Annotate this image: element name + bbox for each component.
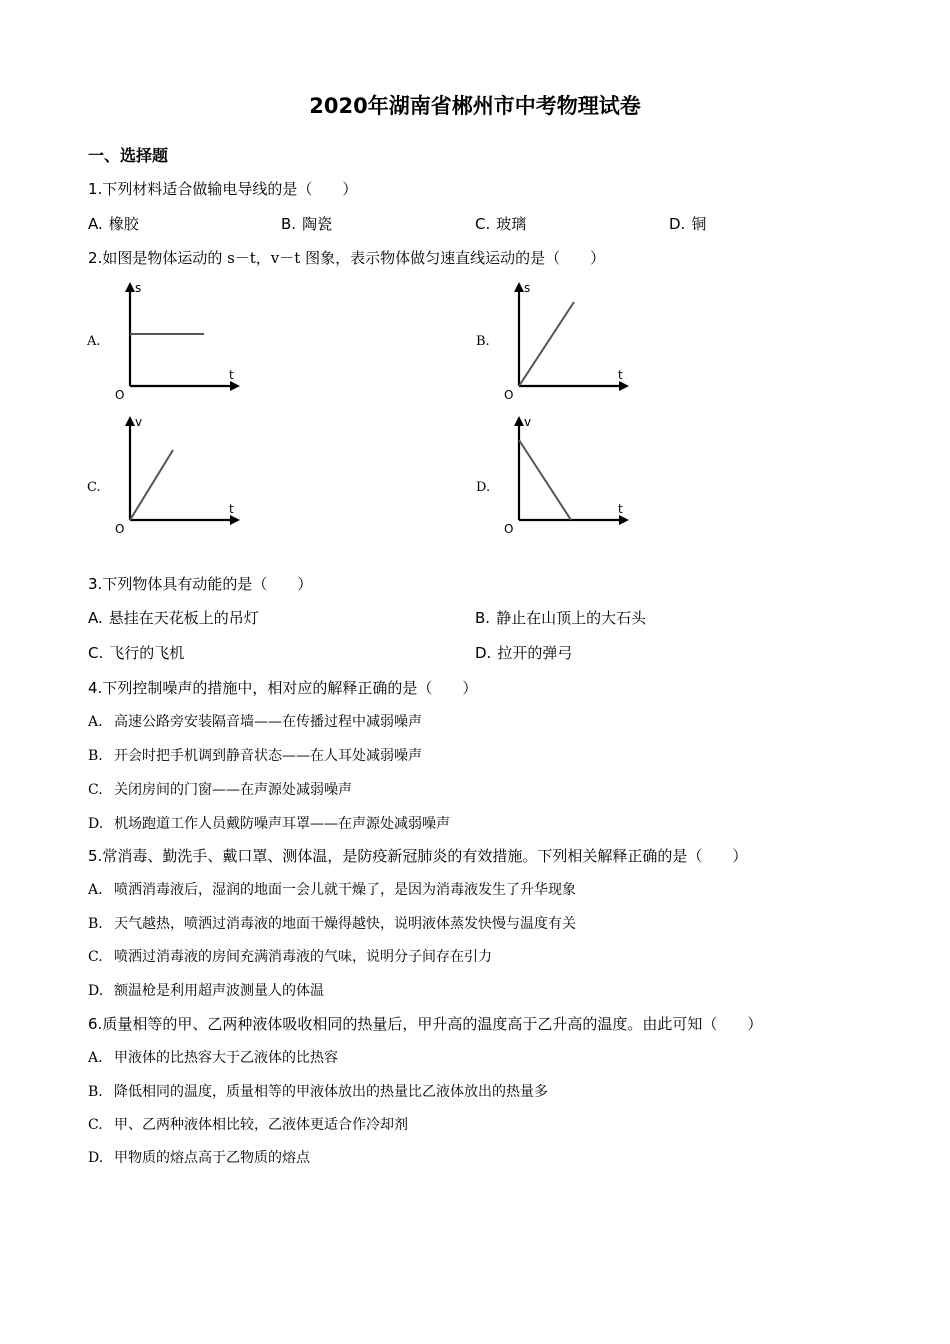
q6-option-c: C. 甲、乙两种液体相比较，乙液体更适合作冷却剂 [88,1117,408,1133]
question-number: 2. [88,249,103,267]
x-axis-label: t [618,502,623,516]
graph-a-s-t-horizontal [110,278,250,403]
origin-label: O [504,388,514,402]
q4-option-b: B. 开会时把手机调到静音状态——在人耳处减弱噪声 [88,748,422,764]
graph-b-label: B. [476,334,490,349]
question-number: 1. [88,180,103,198]
x-axis-label: t [618,368,623,382]
y-axis-label: s [524,281,531,295]
q6-option-a: A. 甲液体的比热容大于乙液体的比热容 [88,1050,338,1066]
q3-option-d: D. 拉开的弹弓 [475,644,573,662]
y-axis-label: v [135,415,143,429]
y-axis-label: s [135,281,142,295]
question-text: 下列物体具有动能的是（ ） [102,575,313,593]
question-number: 4. [88,679,103,697]
graph-b-s-t-rising [499,278,639,403]
q1-option-a: A. 橡胶 [88,215,139,233]
q3-option-b: B. 静止在山顶上的大石头 [475,609,647,627]
question-6 [88,1013,762,1034]
x-axis-label: t [229,502,234,516]
question-text: 下列控制噪声的措施中，相对应的解释正确的是（ ） [102,679,478,697]
question-number: 3. [88,575,103,593]
q6-option-d: D. 甲物质的熔点高于乙物质的熔点 [88,1150,310,1166]
q3-option-c: C. 飞行的飞机 [88,644,185,662]
question-text: 下列材料适合做输电导线的是（ ） [102,180,358,198]
q5-option-a: A. 喷洒消毒液后，湿润的地面一会儿就干燥了，是因为消毒液发生了升华现象 [88,882,576,898]
origin-label: O [115,388,125,402]
graph-a-label: A. [87,334,101,349]
origin-label: O [504,522,514,536]
question-5 [88,845,747,866]
question-3 [88,573,312,594]
section-heading: 一、选择题 [88,146,169,165]
q3-option-a: A. 悬挂在天花板上的吊灯 [88,609,259,627]
question-2 [88,247,605,268]
y-axis-label: v [524,415,532,429]
question-number: 6. [88,1015,103,1033]
page-title: 2020年湖南省郴州市中考物理试卷 [309,94,641,118]
graph-d-v-t-falling [499,412,639,537]
q1-option-b: B. 陶瓷 [281,215,333,233]
question-text: 质量相等的甲、乙两种液体吸收相同的热量后，甲升高的温度高于乙升高的温度。由此可知（ ） [102,1015,763,1033]
q5-option-d: D. 额温枪是利用超声波测量人的体温 [88,983,324,999]
q1-option-c: C. 玻璃 [475,215,527,233]
origin-label: O [115,522,125,536]
q1-option-d: D. 铜 [669,215,707,233]
question-number: 5. [88,847,103,865]
question-1 [88,178,357,199]
q5-option-c: C. 喷洒过消毒液的房间充满消毒液的气味，说明分子间存在引力 [88,949,492,965]
x-axis-label: t [229,368,234,382]
q6-option-b: B. 降低相同的温度，质量相等的甲液体放出的热量比乙液体放出的热量多 [88,1084,548,1100]
graph-c-label: C. [87,480,101,495]
graph-d-label: D. [476,480,491,495]
graph-c-v-t-rising [110,412,250,537]
question-text: 常消毒、勤洗手、戴口罩、测体温，是防疫新冠肺炎的有效措施。下列相关解释正确的是（ ） [102,847,748,865]
question-text: 如图是物体运动的 s－t，v－t 图象，表示物体做匀速直线运动的是（ ） [102,249,606,267]
q4-option-a: A. 高速公路旁安装隔音墙——在传播过程中减弱噪声 [88,714,422,730]
q4-option-c: C. 关闭房间的门窗——在声源处减弱噪声 [88,782,352,798]
question-4 [88,677,477,698]
q4-option-d: D. 机场跑道工作人员戴防噪声耳罩——在声源处减弱噪声 [88,816,450,832]
q5-option-b: B. 天气越热，喷洒过消毒液的地面干燥得越快，说明液体蒸发快慢与温度有关 [88,916,576,932]
